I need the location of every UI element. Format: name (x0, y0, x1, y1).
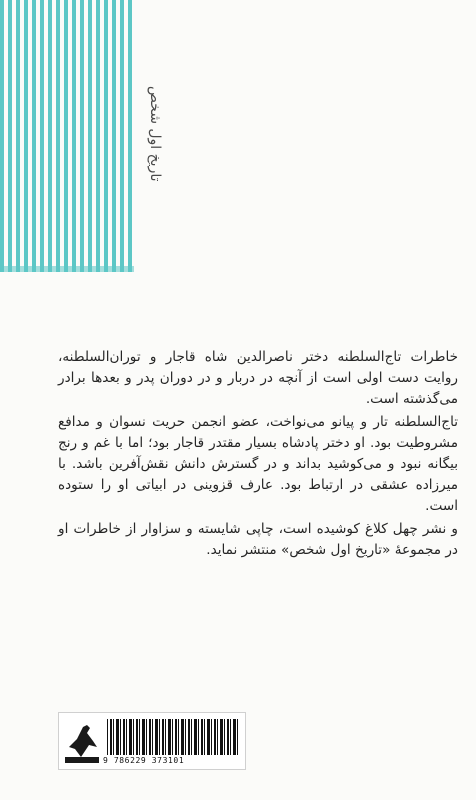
blurb-paragraph: و نشر چهل کلاغ کوشیده است، چاپی شایسته و سزاوار از خاطرات او در مجموعهٔ «تاریخ اول شخص» منتشر نماید. (58, 521, 458, 558)
blurb-paragraph: خاطرات تاج‌السلطنه دختر ناصرالدین شاه قاجار و توران‌السلطنه، روایت دست اولی است از آنچه در دربار و در دوران پدر و بعدها برادر می‌گذشته است. (58, 349, 458, 407)
isbn-number: 9 786229 373101 (103, 756, 185, 765)
isbn-barcode (58, 712, 246, 770)
back-cover-blurb (58, 347, 458, 563)
decorative-stripes (0, 0, 134, 272)
series-title: تاریخ اول شخص (147, 86, 163, 182)
crow-icon (63, 717, 101, 765)
blurb-paragraph: تاج‌السلطنه تار و پیانو می‌نواخت، عضو انجمن حریت نسوان و مدافع مشروطیت بود. او دختر پادشاه بسیار مقتدر قاجار بود؛ اما با غم و رنج بیگانه نبود و می‌کوشید بداند و در گسترش دانش نقش‌آفرین باشد. با میرزاده عشقی در ارتباط بود. عارف قزوینی در ابیاتی او را ستوده است. (58, 414, 458, 514)
barcode-bars (107, 719, 239, 755)
